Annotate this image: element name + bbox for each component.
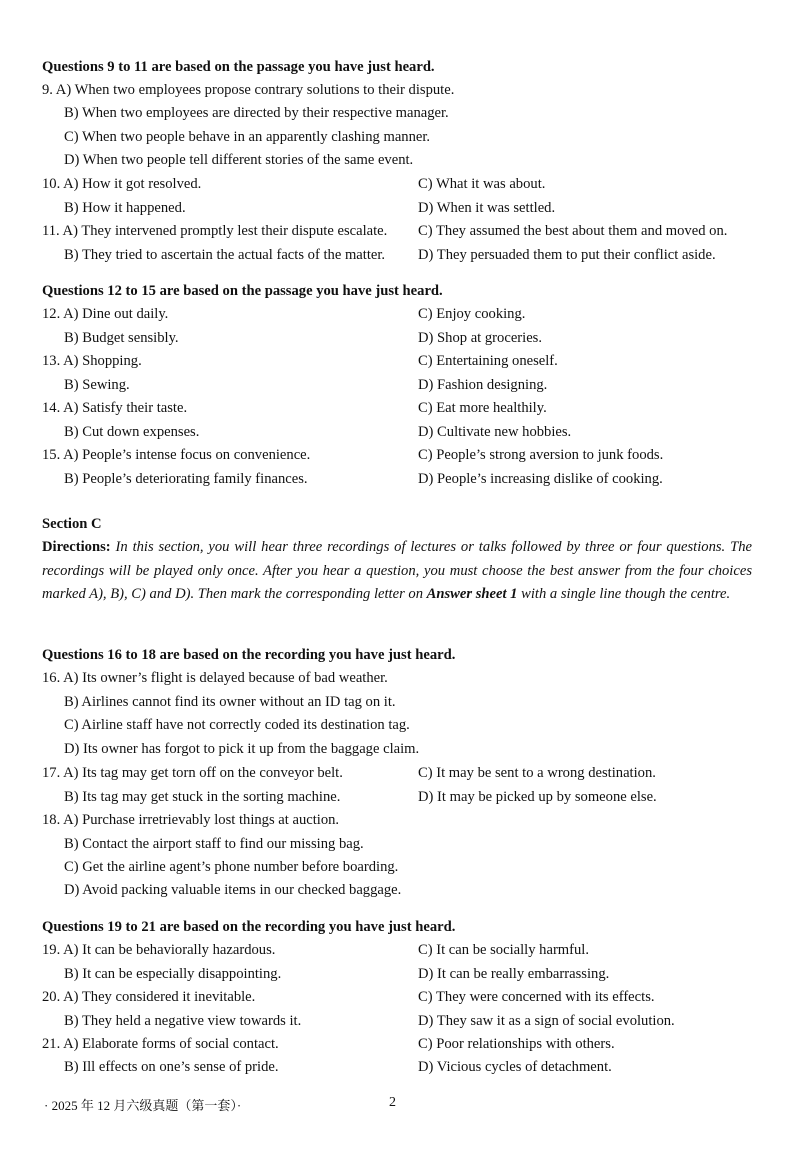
q20-option-b: B) They held a negative view towards it. [64,1013,302,1029]
q17-option-d: D) It may be picked up by someone else. [418,789,657,805]
q15-option-b: B) People’s deteriorating family finances. [64,471,308,487]
q15-option-d: D) People’s increasing dislike of cooking. [418,471,663,487]
exam-footer-title: · 2025 年 12 月六级真题（第一套）· [44,1098,242,1113]
directions-label: Directions: [42,539,111,555]
q13-option-b: B) Sewing. [64,377,130,393]
q18-option-d: D) Avoid packing valuable items in our checked baggage. [64,882,402,898]
q18-option-c: C) Get the airline agent’s phone number before boarding. [64,859,399,875]
q21-option-a: 21. A) Elaborate forms of social contact. [42,1036,279,1052]
q19-option-c: C) It can be socially harmful. [418,942,590,958]
q21-option-c: C) Poor relationships with others. [418,1036,615,1052]
questions-19-21-heading: Questions 19 to 21 are based on the recording you have just heard. [42,919,456,935]
q21-option-d: D) Vicious cycles of detachment. [418,1059,612,1075]
section-c-heading: Section C [42,516,102,532]
q18-option-a: 18. A) Purchase irretrievably lost things at auction. [42,812,340,828]
q9-option-c: C) When two people behave in an apparently clashing manner. [64,129,431,145]
q20-option-d: D) They saw it as a sign of social evolution. [418,1013,675,1029]
q9-option-b: B) When two employees are directed by their respective manager. [64,105,449,121]
page-number: 2 [389,1095,396,1110]
q18-option-b: B) Contact the airport staff to find our missing bag. [64,836,364,852]
q17-option-c: C) It may be sent to a wrong destination. [418,765,656,781]
q19-option-a: 19. A) It can be behaviorally hazardous. [42,942,276,958]
q9-option-a: 9. A) When two employees propose contrary solutions to their dispute. [42,82,455,98]
q16-option-a: 16. A) Its owner’s flight is delayed because of bad weather. [42,670,388,686]
q14-option-b: B) Cut down expenses. [64,424,200,440]
q11-option-b: B) They tried to ascertain the actual facts of the matter. [64,247,386,263]
directions-text: In this section, you will hear three recordings of lectures or talks followed by three or four questions. The recordings will be played only once. After you hear a question, you must choose the best answer from the four choices marked A), B), C) and D). Then mark the corresponding letter on [42,539,752,602]
questions-12-15-heading: Questions 12 to 15 are based on the passage you have just heard. [42,283,443,299]
questions-16-18-heading: Questions 16 to 18 are based on the recording you have just heard. [42,647,456,663]
q10-option-d: D) When it was settled. [418,200,556,216]
answer-sheet-label: Answer sheet 1 [426,586,518,602]
q14-option-c: C) Eat more healthily. [418,400,547,416]
q10-option-c: C) What it was about. [418,176,546,192]
q12-option-b: B) Budget sensibly. [64,330,179,346]
q12-option-a: 12. A) Dine out daily. [42,306,169,322]
q15-option-a: 15. A) People’s intense focus on convenience. [42,447,311,463]
q16-option-c: C) Airline staff have not correctly coded its destination tag. [64,717,410,733]
q11-option-d: D) They persuaded them to put their conflict aside. [418,247,716,263]
q11-option-a: 11. A) They intervened promptly lest their dispute escalate. [42,223,388,239]
q20-option-a: 20. A) They considered it inevitable. [42,989,256,1005]
q12-option-c: C) Enjoy cooking. [418,306,526,322]
section-c-directions [42,536,752,607]
q13-option-c: C) Entertaining oneself. [418,353,558,369]
q16-option-d: D) Its owner has forgot to pick it up from the baggage claim. [64,741,420,757]
q15-option-c: C) People’s strong aversion to junk foods. [418,447,664,463]
q9-option-d: D) When two people tell different stories of the same event. [64,152,414,168]
q17-option-b: B) Its tag may get stuck in the sorting machine. [64,789,341,805]
q12-option-d: D) Shop at groceries. [418,330,543,346]
q13-option-a: 13. A) Shopping. [42,353,142,369]
q19-option-b: B) It can be especially disappointing. [64,966,282,982]
q14-option-d: D) Cultivate new hobbies. [418,424,572,440]
q14-option-a: 14. A) Satisfy their taste. [42,400,188,416]
directions-text-end: with a single line though the centre. [521,586,731,602]
q13-option-d: D) Fashion designing. [418,377,548,393]
q17-option-a: 17. A) Its tag may get torn off on the conveyor belt. [42,765,343,781]
q21-option-b: B) Ill effects on one’s sense of pride. [64,1059,279,1075]
questions-9-11-heading: Questions 9 to 11 are based on the passage you have just heard. [42,59,435,75]
q20-option-c: C) They were concerned with its effects. [418,989,655,1005]
q10-option-a: 10. A) How it got resolved. [42,176,202,192]
q10-option-b: B) How it happened. [64,200,186,216]
q19-option-d: D) It can be really embarrassing. [418,966,610,982]
q11-option-c: C) They assumed the best about them and moved on. [418,223,728,239]
q16-option-b: B) Airlines cannot find its owner without an ID tag on it. [64,694,396,710]
